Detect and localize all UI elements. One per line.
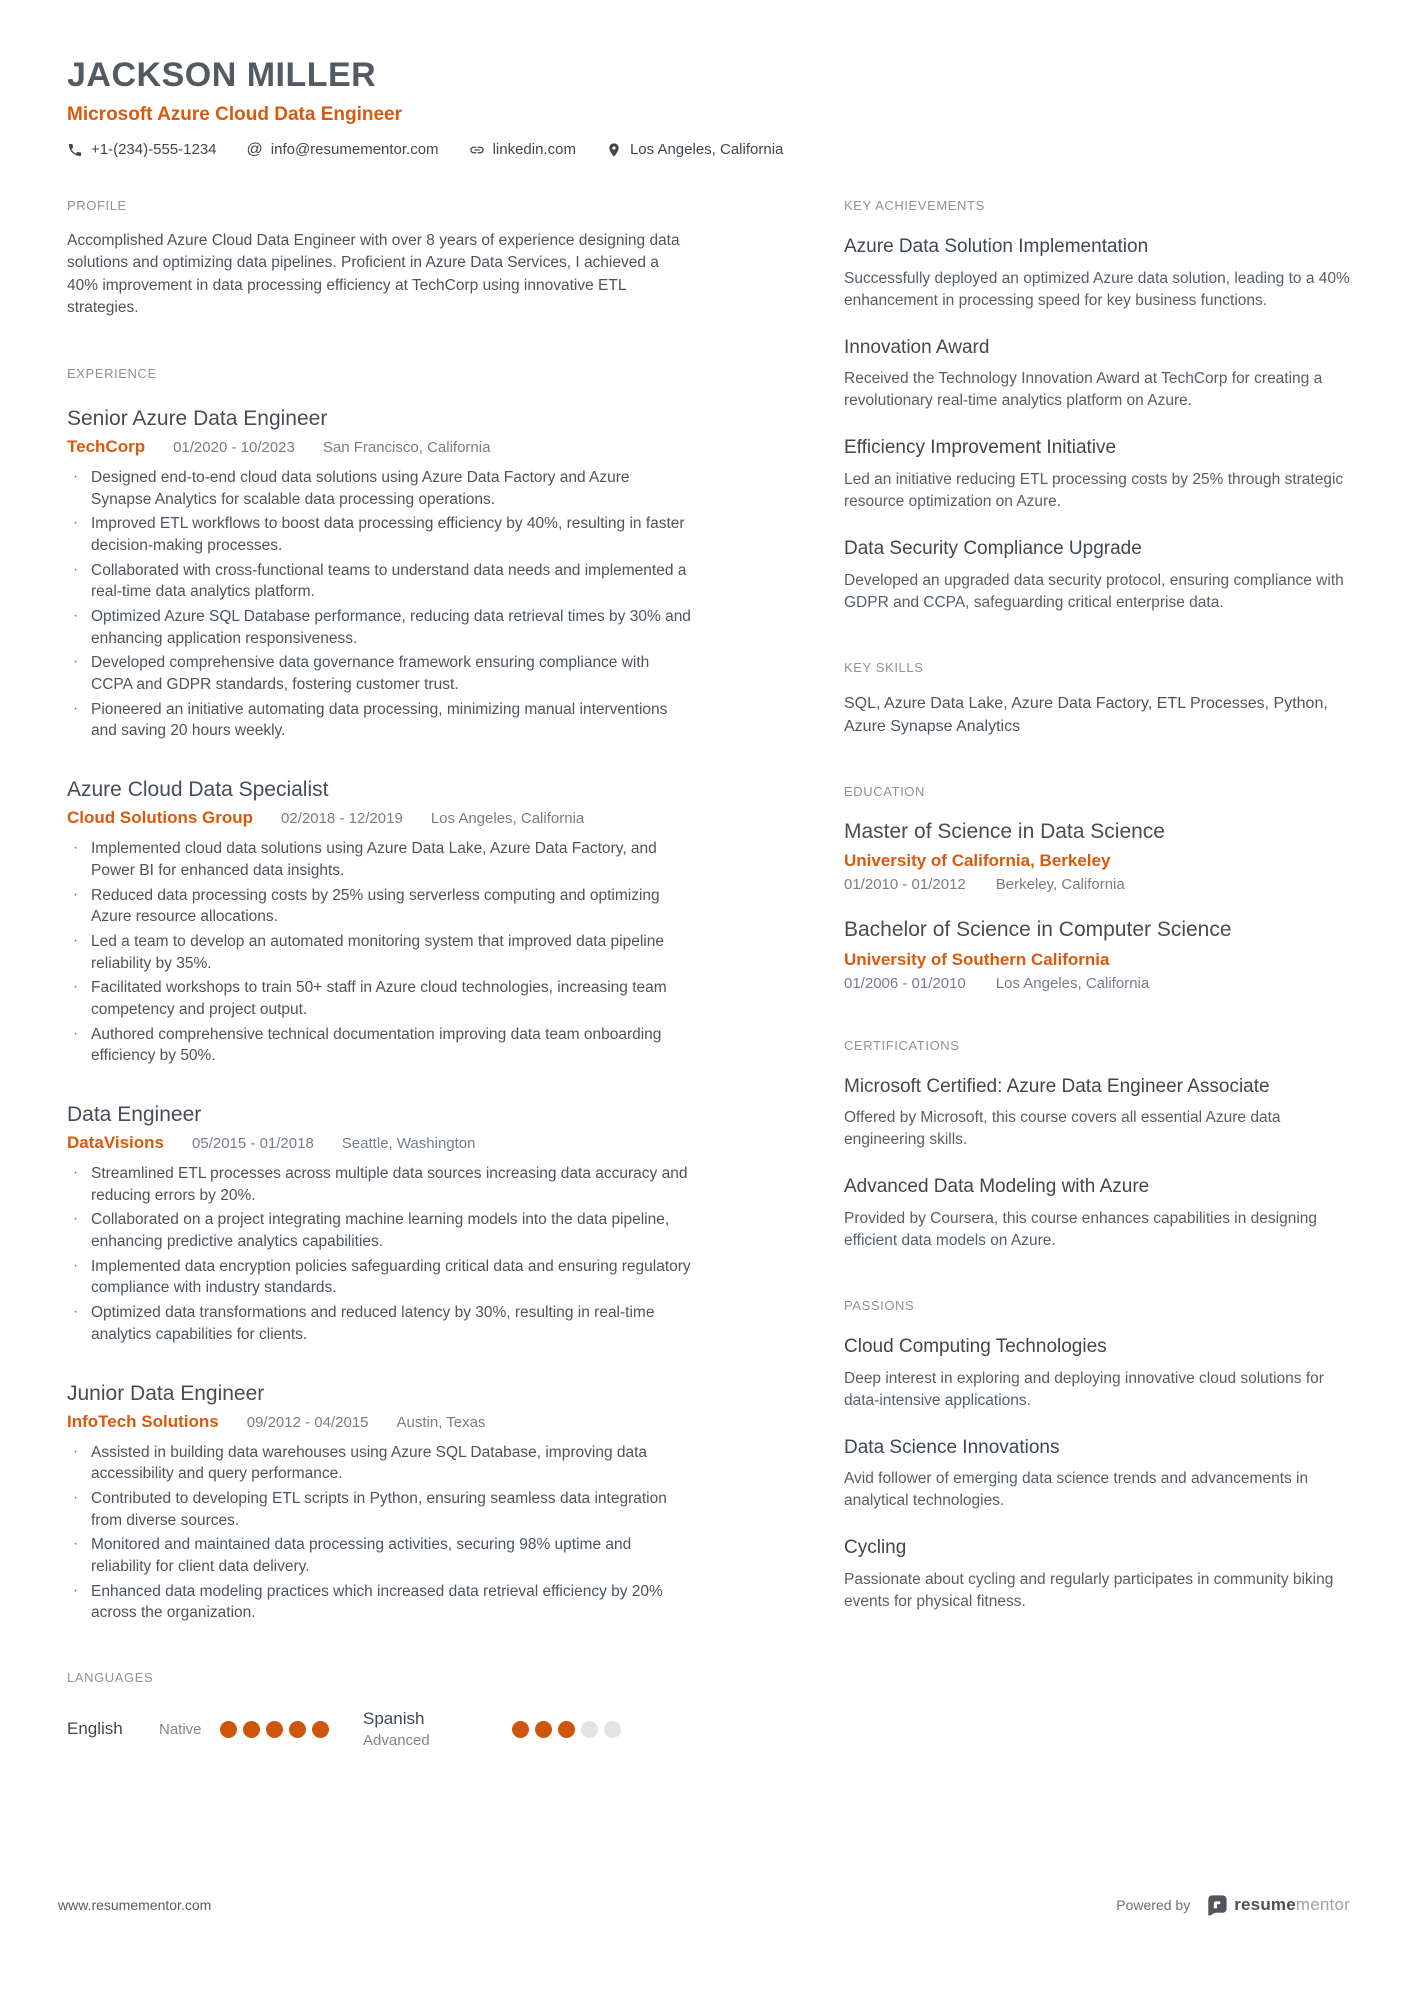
contact-row (67, 141, 1350, 158)
profile-section (67, 198, 694, 320)
job-bullets (67, 1163, 694, 1346)
job-location: Los Angeles, California (430, 810, 585, 828)
job-title: Junior Data Engineer (67, 1381, 265, 1405)
language-text-block (363, 1709, 430, 1749)
certification-text: Provided by Coursera, this course enhances capabilities in designing efficient data models on Azure. (844, 1210, 1318, 1249)
profile-heading: PROFILE (67, 198, 127, 213)
job-bullet: · Pioneered an initiative automating data processing, minimizing manual interventions and saving 20 hours weekly. (67, 699, 694, 742)
certification-item (844, 1075, 1350, 1152)
job-dates: 02/2018 - 12/2019 (281, 810, 403, 828)
job-location: Seattle, Washington (341, 1135, 476, 1152)
passion-title: Data Science Innovations (844, 1436, 1060, 1458)
achievement-item (844, 235, 1350, 312)
job-title: Senior Azure Data Engineer (67, 406, 328, 430)
experience-job (67, 1382, 694, 1625)
skills-text: SQL, Azure Data Lake, Azure Data Factory, ETL Processes, Python, Azure Synapse Analytics (844, 694, 1328, 735)
job-bullet: · Improved ETL workflows to boost data processing efficiency by 40%, resulting in faster decision-making processes. (67, 513, 694, 556)
job-company: DataVisions (67, 1133, 165, 1152)
language-level-dot (289, 1721, 306, 1738)
certification-item (844, 1175, 1350, 1252)
job-company: Cloud Solutions Group (67, 808, 254, 828)
experience-job (67, 407, 694, 742)
job-company: TechCorp (67, 436, 146, 456)
job-meta (67, 808, 694, 828)
location-icon (606, 142, 622, 158)
languages-section (67, 1670, 694, 1749)
certification-title: Microsoft Certified: Azure Data Engineer Associate (844, 1075, 1270, 1097)
job-title: Azure Cloud Data Specialist (67, 778, 329, 802)
language-level-dot (581, 1721, 598, 1738)
experience-job (67, 1103, 694, 1346)
email-text: info@resumementor.com (270, 141, 439, 158)
powered-by (1116, 1894, 1350, 1916)
language-level-dot (312, 1721, 329, 1738)
language-level-dot (558, 1721, 575, 1738)
job-bullet: · Collaborated with cross-functional teams to understand data needs and implemented a real-time data analytics platform. (67, 560, 694, 603)
education-section (844, 784, 1350, 992)
skills-section (844, 660, 1350, 738)
achievement-text: Developed an upgraded data security protocol, ensuring compliance with GDPR and CCPA, safeguarding critical enterprise data. (844, 571, 1344, 611)
certifications-heading: CERTIFICATIONS (844, 1037, 960, 1053)
resume-columns (67, 198, 1350, 1749)
job-meta (67, 437, 694, 457)
job-company: InfoTech Solutions (67, 1411, 219, 1431)
resumementor-logo[interactable] (1206, 1894, 1350, 1916)
education-school: University of Southern California (844, 949, 1110, 969)
job-bullet: · Optimized data transformations and reduced latency by 30%, resulting in real-time analytics capabilities for clients. (67, 1302, 694, 1345)
certification-text: Offered by Microsoft, this course covers all essential Azure data engineering skills. (844, 1109, 1281, 1149)
language-level-dots (220, 1721, 329, 1738)
phone-icon (67, 142, 83, 158)
achievement-text: Received the Technology Innovation Award at TechCorp for creating a revolutionary real-time analytics platform on Azure. (844, 370, 1323, 410)
brand-text (1234, 1895, 1350, 1915)
resumementor-logo-icon (1206, 1894, 1228, 1916)
job-bullet: · Collaborated on a project integrating machine learning models into the data pipeline, enhancing predictive analytics capabilities. (67, 1209, 694, 1252)
achievements-heading: KEY ACHIEVEMENTS (844, 198, 985, 213)
passion-text: Avid follower of emerging data science trends and advancements in analytical technologies. (844, 1470, 1309, 1510)
education-meta (844, 975, 1350, 992)
education-degree: Master of Science in Data Science (844, 820, 1165, 844)
profile-text: Accomplished Azure Cloud Data Engineer with over 8 years of experience designing data solutions and optimizing data pipelines. Proficient in Azure Data Services, I achieved a 40% improvement in data processing efficiency at TechCorp using innovative ETL strategies. (67, 232, 680, 317)
job-bullet: · Contributed to developing ETL scripts in Python, ensuring seamless data integration from diverse sources. (67, 1488, 694, 1531)
job-bullet: · Streamlined ETL processes across multiple data sources increasing data accuracy and reducing errors by 20%. (67, 1163, 694, 1206)
language-level-dot (220, 1721, 237, 1738)
job-bullet: · Authored comprehensive technical documentation improving data team onboarding efficiency by 50%. (67, 1024, 694, 1067)
language-item (363, 1709, 621, 1749)
email-icon: @ (246, 140, 263, 158)
education-dates: 01/2010 - 01/2012 (844, 876, 966, 894)
language-level-dot (512, 1721, 529, 1738)
passion-item (844, 1335, 1350, 1412)
job-dates: 01/2020 - 10/2023 (173, 438, 295, 456)
passion-title: Cycling (844, 1537, 907, 1559)
certifications-section (844, 1038, 1350, 1252)
job-title: Data Engineer (67, 1103, 202, 1126)
job-meta (67, 1133, 694, 1153)
languages-row (67, 1709, 694, 1749)
passions-section (844, 1298, 1350, 1613)
job-dates: 09/2012 - 04/2015 (246, 1413, 369, 1431)
resume-header (67, 56, 1350, 158)
education-location: Berkeley, California (995, 876, 1125, 894)
passions-heading: PASSIONS (844, 1298, 915, 1313)
experience-job (67, 778, 694, 1067)
education-degree: Bachelor of Science in Computer Science (844, 918, 1232, 942)
language-level-dot (266, 1721, 283, 1738)
job-dates: 05/2015 - 01/2018 (192, 1135, 314, 1152)
job-bullet: · Designed end-to-end cloud data solutions using Azure Data Factory and Azure Synapse Analytics for scalable data processing operations. (67, 467, 694, 510)
candidate-name: JACKSON MILLER (67, 56, 377, 94)
job-bullet: · Led a team to develop an automated monitoring system that improved data pipeline reliability by 35%. (67, 931, 694, 974)
job-bullet: · Implemented cloud data solutions using Azure Data Lake, Azure Data Factory, and Power BI for enhanced data insights. (67, 838, 694, 881)
job-location: San Francisco, California (322, 438, 491, 456)
linkedin-text: linkedin.com (492, 141, 576, 158)
language-level-dots (512, 1721, 621, 1738)
location-text: Los Angeles, California (629, 141, 784, 158)
link-icon (469, 142, 485, 158)
education-dates: 01/2006 - 01/2010 (844, 974, 966, 992)
languages-heading: LANGUAGES (67, 1670, 154, 1685)
job-bullet: · Facilitated workshops to train 50+ staff in Azure cloud technologies, increasing team competency and project output. (67, 977, 694, 1020)
language-name: Spanish (363, 1709, 425, 1728)
skills-heading: KEY SKILLS (844, 659, 924, 675)
job-bullet: · Optimized Azure SQL Database performance, reducing data retrieval times by 30% and enhancing application responsiveness. (67, 606, 694, 649)
job-bullet: · Enhanced data modeling practices which increased data retrieval efficiency by 20% across the organization. (67, 1581, 694, 1624)
passion-item (844, 1436, 1350, 1513)
job-bullet: · Developed comprehensive data governance framework ensuring compliance with CCPA and GDPR standards, fostering customer trust. (67, 652, 694, 695)
education-meta (844, 876, 1350, 893)
achievements-section (844, 198, 1350, 614)
language-level-dot (535, 1721, 552, 1738)
achievement-item (844, 537, 1350, 614)
job-bullets (67, 838, 694, 1067)
job-location: Austin, Texas (396, 1413, 486, 1431)
footer-website-link[interactable]: www.resumementor.com (58, 1897, 212, 1913)
achievement-text: Successfully deployed an optimized Azure data solution, leading to a 40% enhancement in processing speed for key business functions. (844, 269, 1350, 309)
linkedin-contact[interactable] (469, 141, 576, 158)
brand-bold: resume (1234, 1895, 1296, 1914)
job-bullet: · Monitored and maintained data processing activities, securing 98% uptime and reliability for client data delivery. (67, 1534, 694, 1577)
page-footer (58, 1894, 1350, 1916)
job-bullet: · Reduced data processing costs by 25% using serverless computing and optimizing Azure resource allocations. (67, 885, 694, 928)
achievement-title: Azure Data Solution Implementation (844, 236, 1149, 257)
language-level-dot (604, 1721, 621, 1738)
language-item (67, 1709, 329, 1749)
achievement-item (844, 436, 1350, 513)
passion-text: Passionate about cycling and regularly participates in community biking events for physical fitness. (844, 1571, 1334, 1611)
certification-title: Advanced Data Modeling with Azure (844, 1176, 1150, 1198)
candidate-title: Microsoft Azure Cloud Data Engineer (67, 104, 402, 125)
passion-title: Cloud Computing Technologies (844, 1336, 1107, 1357)
right-column (844, 198, 1350, 1749)
phone-text: +1-(234)-555-1234 (91, 141, 217, 158)
passion-item (844, 1536, 1350, 1613)
job-bullet: · Implemented data encryption policies safeguarding critical data and ensuring regulatory compliance with industry standards. (67, 1256, 694, 1299)
language-name: English (67, 1719, 123, 1738)
language-level: Native (159, 1720, 202, 1738)
language-level: Advanced (363, 1732, 430, 1749)
education-heading: EDUCATION (844, 784, 925, 800)
experience-section (67, 366, 694, 1624)
powered-by-label: Powered by (1116, 1897, 1191, 1913)
achievement-title: Data Security Compliance Upgrade (844, 538, 1142, 560)
location-contact (606, 141, 783, 158)
language-level-dot (243, 1721, 260, 1738)
achievement-item (844, 336, 1350, 413)
education-school: University of California, Berkeley (844, 851, 1111, 871)
left-column (67, 198, 694, 1749)
education-item (844, 819, 1350, 893)
brand-light: mentor (1295, 1895, 1350, 1914)
achievement-title: Efficiency Improvement Initiative (844, 437, 1117, 459)
email-contact[interactable] (247, 141, 439, 158)
job-bullets (67, 467, 694, 742)
achievement-title: Innovation Award (844, 336, 990, 358)
job-bullets (67, 1442, 694, 1625)
achievement-text: Led an initiative reducing ETL processing costs by 25% through strategic resource optimization on Azure. (844, 471, 1344, 511)
education-location: Los Angeles, California (995, 974, 1150, 992)
job-meta (67, 1412, 694, 1432)
education-item (844, 917, 1350, 991)
passion-text: Deep interest in exploring and deploying innovative cloud solutions for data-intensive applications. (844, 1369, 1324, 1409)
phone-contact[interactable] (67, 141, 217, 158)
job-bullet: · Assisted in building data warehouses using Azure SQL Database, improving data accessibility and query performance. (67, 1442, 694, 1485)
experience-heading: EXPERIENCE (67, 365, 157, 381)
